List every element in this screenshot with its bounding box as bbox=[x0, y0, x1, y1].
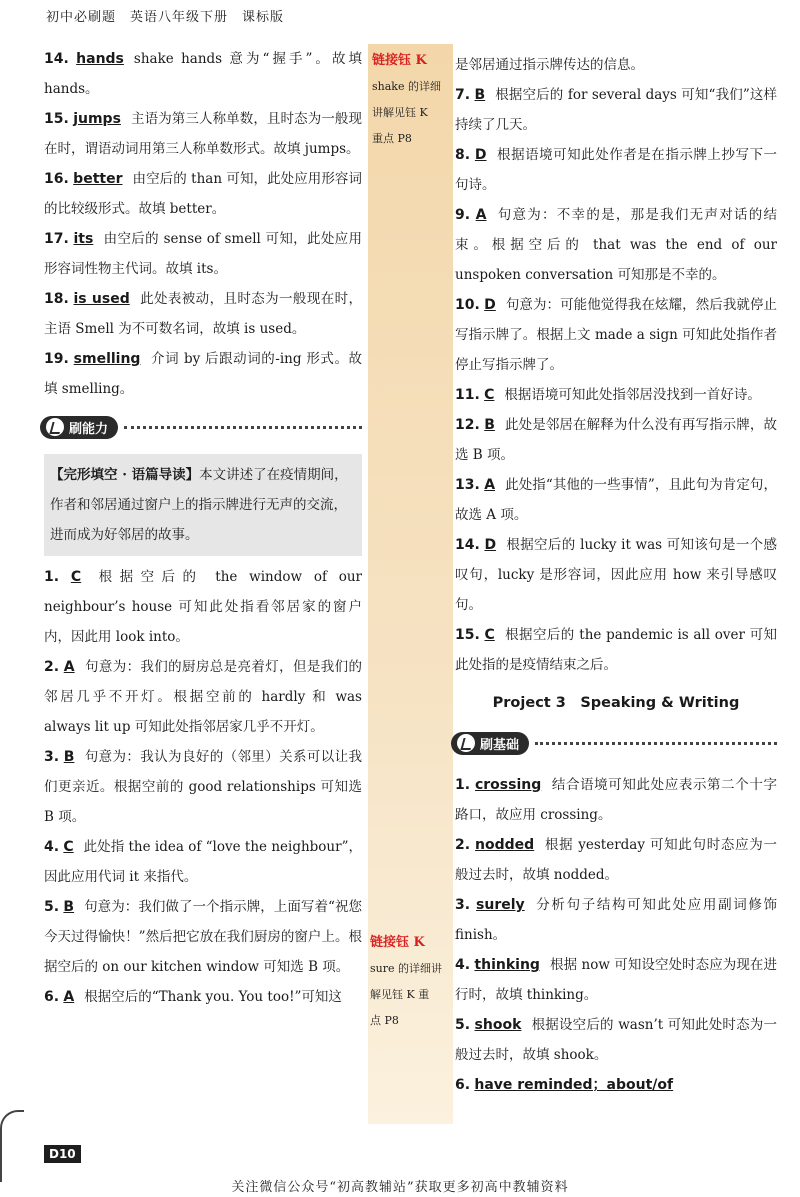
item-number: 6. bbox=[455, 1077, 471, 1093]
item-answer: A bbox=[484, 477, 496, 493]
item-answer: hands bbox=[76, 51, 124, 67]
item-explanation: 根据设空后的 wasn’t 可知此处时态为一般过去时，故填 shook。 bbox=[455, 1017, 777, 1063]
section-badge-label: 刷能力 bbox=[69, 421, 109, 437]
item-answer: C bbox=[63, 839, 74, 855]
note-line: 讲解见钰 K bbox=[372, 106, 428, 119]
item-explanation: 根据 now 可知设空处时态应为现在进行时，故填 thinking。 bbox=[455, 957, 777, 1003]
item-explanation: 句意为：我们的厨房总是亮着灯，但是我们的邻居几乎不开灯。根据空前的 hardly 和 was always lit up 可知此处指邻居家几乎不开灯。 bbox=[44, 659, 363, 735]
answer-item bbox=[44, 164, 362, 224]
item-answer: jumps bbox=[73, 111, 121, 127]
item-explanation: 根据空后的 the window of our neighbour’s house 可知此处指看邻居家的窗户内，因此用 look into。 bbox=[44, 569, 362, 645]
item-number: 8. bbox=[455, 147, 471, 163]
item-explanation: 根据空后的 the pandemic is all over 可知此处指的是疫情结束之后。 bbox=[455, 627, 777, 673]
item-number: 5. bbox=[44, 899, 60, 915]
answer-list bbox=[44, 562, 362, 1012]
answer-item bbox=[44, 832, 362, 892]
note-line: 解见钰 K 重 bbox=[370, 988, 430, 1001]
running-header: 初中必刷题 英语八年级下册 课标版 bbox=[46, 10, 285, 25]
item-number: 19. bbox=[44, 351, 69, 367]
item-answer: D bbox=[484, 537, 497, 553]
item-explanation: 根据 yesterday 可知此句时态应为一般过去时，故填 nodded。 bbox=[455, 837, 777, 883]
section-badge bbox=[40, 416, 118, 439]
item-answer: B bbox=[63, 749, 75, 765]
item-number: 9. bbox=[455, 207, 471, 223]
note-tag: 链接钰 K bbox=[370, 935, 425, 950]
item-explanation: 此处指“其他的一些事情”，且此句为肯定句，故选 A 项。 bbox=[455, 477, 777, 523]
project-title: Project 3 Speaking & Writing bbox=[492, 695, 740, 711]
answer-item bbox=[455, 470, 777, 530]
section-header-ability bbox=[40, 410, 362, 444]
item-number: 14. bbox=[44, 51, 69, 67]
answer-list bbox=[455, 80, 777, 680]
item-answer: thinking bbox=[474, 957, 540, 973]
page-number: D10 bbox=[44, 1145, 81, 1163]
answer-item bbox=[455, 620, 777, 680]
passage-intro bbox=[44, 454, 362, 556]
note-line: 重点 P8 bbox=[372, 132, 412, 145]
margin-note-sure bbox=[370, 930, 442, 1034]
pencil-icon bbox=[457, 734, 475, 752]
item-number: 18. bbox=[44, 291, 69, 307]
intro-label: 【完形填空 · 语篇导读】 bbox=[50, 467, 200, 483]
answer-item bbox=[44, 44, 362, 104]
answer-item bbox=[44, 224, 362, 284]
item-number: 4. bbox=[455, 957, 471, 973]
answer-item bbox=[455, 890, 777, 950]
item-answer: better bbox=[73, 171, 123, 187]
item-answer: have reminded；about/of bbox=[474, 1077, 674, 1093]
item-number: 17. bbox=[44, 231, 69, 247]
item-answer: smelling bbox=[73, 351, 141, 367]
answer-item bbox=[455, 1010, 777, 1070]
answer-item bbox=[455, 140, 777, 200]
item-explanation: 根据空后的 for several days 可知“我们”这样持续了几天。 bbox=[455, 87, 777, 133]
item-answer: surely bbox=[476, 897, 525, 913]
answer-item bbox=[44, 892, 362, 982]
section-header-basics bbox=[451, 726, 777, 760]
item-explanation: 句意为：我们做了一个指示牌，上面写着“祝您今天过得愉快！”然后把它放在我们厨房的窗户上。根据空后的 on our kitchen window 可知选 B 项。 bbox=[44, 899, 362, 975]
note-line: sure 的详细讲 bbox=[370, 962, 442, 975]
item-number: 3. bbox=[455, 897, 471, 913]
item-answer: shook bbox=[474, 1017, 522, 1033]
note-line: shake 的详细 bbox=[372, 80, 441, 93]
dotted-divider bbox=[535, 742, 777, 745]
item-number: 14. bbox=[455, 537, 480, 553]
item-answer: A bbox=[63, 659, 75, 675]
item-number: 12. bbox=[455, 417, 480, 433]
item-answer: B bbox=[474, 87, 486, 103]
answer-item bbox=[44, 562, 362, 652]
item-explanation: 由空后的 than 可知，此处应用形容词的比较级形式。故填 better。 bbox=[44, 171, 362, 217]
item-answer: D bbox=[474, 147, 487, 163]
right-column bbox=[455, 50, 777, 1100]
item-number: 3. bbox=[44, 749, 60, 765]
answer-item bbox=[44, 652, 362, 742]
item-number: 6. bbox=[44, 989, 60, 1005]
item-answer: its bbox=[73, 231, 94, 247]
left-column bbox=[44, 44, 362, 1012]
item-explanation: 分析句子结构可知此处应用副词修饰 finish。 bbox=[455, 897, 778, 943]
item-number: 2. bbox=[455, 837, 471, 853]
margin-note-shake bbox=[372, 48, 441, 152]
item-number: 15. bbox=[455, 627, 480, 643]
answer-item bbox=[455, 950, 777, 1010]
dotted-divider bbox=[124, 426, 362, 429]
answer-list bbox=[455, 770, 777, 1100]
answer-item bbox=[455, 770, 777, 830]
item-explanation: 根据空后的“Thank you. You too!”可知这 bbox=[84, 989, 342, 1005]
item-explanation: 结合语境可知此处应表示第二个十字路口，故应用 crossing。 bbox=[455, 777, 777, 823]
page-corner-decoration bbox=[0, 1110, 24, 1182]
answer-item bbox=[455, 380, 777, 410]
item-answer: A bbox=[475, 207, 487, 223]
continuation-text: 是邻居通过指示牌传达的信息。 bbox=[455, 57, 644, 73]
item-answer: B bbox=[484, 417, 495, 433]
item-answer: C bbox=[484, 387, 495, 403]
item-explanation: 主语为第三人称单数，且时态为一般现在时，谓语动词用第三人称单数形式。故填 jumps。 bbox=[44, 111, 363, 157]
answer-item bbox=[455, 530, 777, 620]
answer-item bbox=[44, 284, 362, 344]
item-explanation: 由空后的 sense of smell 可知，此处应用形容词性物主代词。故填 its。 bbox=[44, 231, 363, 277]
item-answer: crossing bbox=[474, 777, 542, 793]
item-explanation: 此处表被动，且时态为一般现在时，主语 Smell 为不可数名词，故填 is used。 bbox=[44, 291, 362, 337]
item-number: 13. bbox=[455, 477, 480, 493]
answer-list bbox=[44, 44, 362, 404]
item-explanation: 此处是邻居在解释为什么没有再写指示牌，故选 B 项。 bbox=[455, 417, 778, 463]
item-number: 1. bbox=[455, 777, 471, 793]
item-explanation: shake hands 意为“握手”。故填 hands。 bbox=[44, 51, 363, 97]
item-number: 1. bbox=[44, 569, 60, 585]
intro-text: 本文讲述了在疫情期间，作者和邻居通过窗户上的指示牌进行无声的交流，进而成为好邻居的故事。 bbox=[50, 467, 348, 543]
item-answer: is used bbox=[73, 291, 130, 307]
answer-item bbox=[455, 830, 777, 890]
item-number: 16. bbox=[44, 171, 69, 187]
item-explanation: 根据语境可知此处作者是在指示牌上抄写下一句诗。 bbox=[455, 147, 778, 193]
item-number: 2. bbox=[44, 659, 60, 675]
answer-item bbox=[455, 200, 777, 290]
item-number: 7. bbox=[455, 87, 471, 103]
item-number: 4. bbox=[44, 839, 60, 855]
item-explanation: 句意为：可能他觉得我在炫耀，然后我就停止写指示牌了。根据上文 made a sign 可知此处指作者停止写指示牌了。 bbox=[455, 297, 778, 373]
item-explanation: 句意为：不幸的是，那是我们无声对话的结束。根据空后的 that was the end of our unspoken conversation 可知那是不幸的。 bbox=[455, 207, 778, 283]
item-answer: C bbox=[484, 627, 495, 643]
item-answer: C bbox=[70, 569, 82, 585]
item-answer: D bbox=[484, 297, 496, 313]
item-number: 11. bbox=[455, 387, 480, 403]
answer-item bbox=[455, 80, 777, 140]
section-badge-label: 刷基础 bbox=[480, 737, 520, 753]
item-explanation: 句意为：我认为良好的（邻里）关系可以让我们更亲近。根据空前的 good relationships 可知选 B 项。 bbox=[44, 749, 362, 825]
item-explanation: 根据空后的 lucky it was 可知该句是一个感叹句，lucky 是形容词，因此应用 how 来引导感叹句。 bbox=[455, 537, 777, 613]
note-tag: 链接钰 K bbox=[372, 53, 427, 68]
item-answer: nodded bbox=[475, 837, 535, 853]
item-explanation: 此处指 the idea of “love the neighbour”，因此应用代词 it 来指代。 bbox=[44, 839, 362, 885]
answer-item bbox=[455, 290, 777, 380]
item-number: 10. bbox=[455, 297, 480, 313]
answer-item bbox=[44, 982, 362, 1012]
answer-item bbox=[455, 410, 777, 470]
answer-item bbox=[44, 742, 362, 832]
item-explanation: 介词 by 后跟动词的-ing 形式。故填 smelling。 bbox=[44, 351, 362, 397]
item-answer: A bbox=[63, 989, 75, 1005]
item-number: 15. bbox=[44, 111, 69, 127]
note-line: 点 P8 bbox=[370, 1014, 399, 1027]
section-badge bbox=[451, 732, 529, 755]
pencil-icon bbox=[46, 418, 64, 436]
answer-item bbox=[44, 344, 362, 404]
answer-item bbox=[44, 104, 362, 164]
item-explanation: 根据语境可知此处指邻居没找到一首好诗。 bbox=[504, 387, 761, 403]
item-answer: B bbox=[63, 899, 75, 915]
item-number: 5. bbox=[455, 1017, 471, 1033]
footer-note: 关注微信公众号“初高教辅站”获取更多初高中教辅资料 bbox=[231, 1180, 569, 1195]
answer-item bbox=[455, 1070, 777, 1100]
